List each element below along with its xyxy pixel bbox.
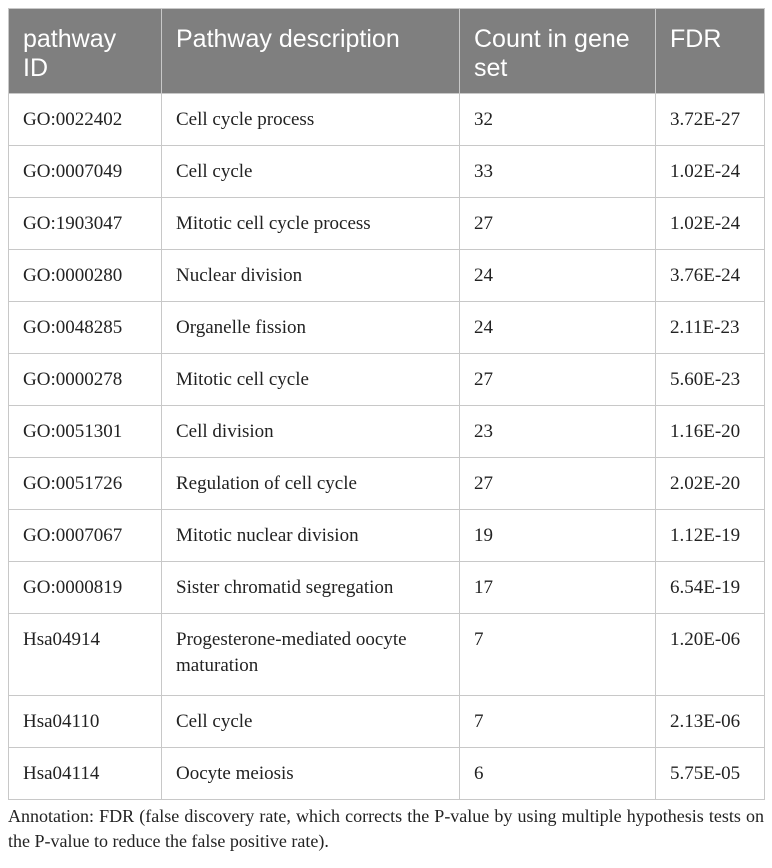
table-row — [9, 302, 765, 354]
table-row — [9, 562, 765, 614]
count-cell: 27 — [460, 354, 656, 406]
header-fdr: FDR — [656, 9, 765, 94]
table-row — [9, 406, 765, 458]
header-pathway-id: pathway ID — [9, 9, 162, 94]
description-cell: Mitotic cell cycle process — [162, 198, 460, 250]
count-cell: 7 — [460, 696, 656, 748]
description-cell: Cell division — [162, 406, 460, 458]
table-row — [9, 614, 765, 696]
table-row — [9, 94, 765, 146]
fdr-cell: 1.02E-24 — [656, 146, 765, 198]
description-cell: Cell cycle — [162, 146, 460, 198]
fdr-cell: 1.02E-24 — [656, 198, 765, 250]
table-row — [9, 696, 765, 748]
pathway-id-cell: GO:0007067 — [9, 510, 162, 562]
count-cell: 27 — [460, 198, 656, 250]
description-cell: Cell cycle — [162, 696, 460, 748]
count-cell: 7 — [460, 614, 656, 696]
header-row — [9, 9, 765, 94]
fdr-cell: 3.76E-24 — [656, 250, 765, 302]
fdr-cell: 2.11E-23 — [656, 302, 765, 354]
description-cell: Oocyte meiosis — [162, 748, 460, 800]
table-row — [9, 748, 765, 800]
header-pathway-description: Pathway description — [162, 9, 460, 94]
count-cell: 19 — [460, 510, 656, 562]
pathway-table — [8, 8, 765, 800]
fdr-cell: 3.72E-27 — [656, 94, 765, 146]
pathway-id-cell: GO:0000280 — [9, 250, 162, 302]
description-cell: Sister chromatid segregation — [162, 562, 460, 614]
description-cell: Mitotic cell cycle — [162, 354, 460, 406]
table-row — [9, 250, 765, 302]
count-cell: 17 — [460, 562, 656, 614]
description-cell: Progesterone-mediated oocyte maturation — [162, 614, 460, 696]
description-cell: Mitotic nuclear division — [162, 510, 460, 562]
fdr-cell: 5.75E-05 — [656, 748, 765, 800]
table-row — [9, 198, 765, 250]
fdr-cell: 2.13E-06 — [656, 696, 765, 748]
fdr-cell: 1.12E-19 — [656, 510, 765, 562]
pathway-id-cell: GO:0048285 — [9, 302, 162, 354]
fdr-cell: 5.60E-23 — [656, 354, 765, 406]
fdr-cell: 1.20E-06 — [656, 614, 765, 696]
pathway-id-cell: Hsa04114 — [9, 748, 162, 800]
description-cell: Cell cycle process — [162, 94, 460, 146]
count-cell: 27 — [460, 458, 656, 510]
pathway-id-cell: GO:0051726 — [9, 458, 162, 510]
table-row — [9, 354, 765, 406]
pathway-id-cell: Hsa04914 — [9, 614, 162, 696]
fdr-cell: 2.02E-20 — [656, 458, 765, 510]
pathway-id-cell: GO:0007049 — [9, 146, 162, 198]
count-cell: 32 — [460, 94, 656, 146]
pathway-id-cell: GO:1903047 — [9, 198, 162, 250]
count-cell: 24 — [460, 302, 656, 354]
count-cell: 24 — [460, 250, 656, 302]
table-row — [9, 146, 765, 198]
count-cell: 6 — [460, 748, 656, 800]
fdr-cell: 1.16E-20 — [656, 406, 765, 458]
fdr-cell: 6.54E-19 — [656, 562, 765, 614]
table-row — [9, 458, 765, 510]
pathway-id-cell: GO:0000819 — [9, 562, 162, 614]
header-count-in-gene-set: Count in gene set — [460, 9, 656, 94]
pathway-id-cell: GO:0000278 — [9, 354, 162, 406]
description-cell: Regulation of cell cycle — [162, 458, 460, 510]
table-annotation: Annotation: FDR (false discovery rate, which corrects the P-value by using multiple hypothesis tests on the P-value to reduce the false positive rate). — [8, 806, 764, 851]
table-row — [9, 510, 765, 562]
pathway-id-cell: GO:0022402 — [9, 94, 162, 146]
count-cell: 23 — [460, 406, 656, 458]
pathway-id-cell: Hsa04110 — [9, 696, 162, 748]
description-cell: Nuclear division — [162, 250, 460, 302]
description-cell: Organelle fission — [162, 302, 460, 354]
count-cell: 33 — [460, 146, 656, 198]
pathway-id-cell: GO:0051301 — [9, 406, 162, 458]
